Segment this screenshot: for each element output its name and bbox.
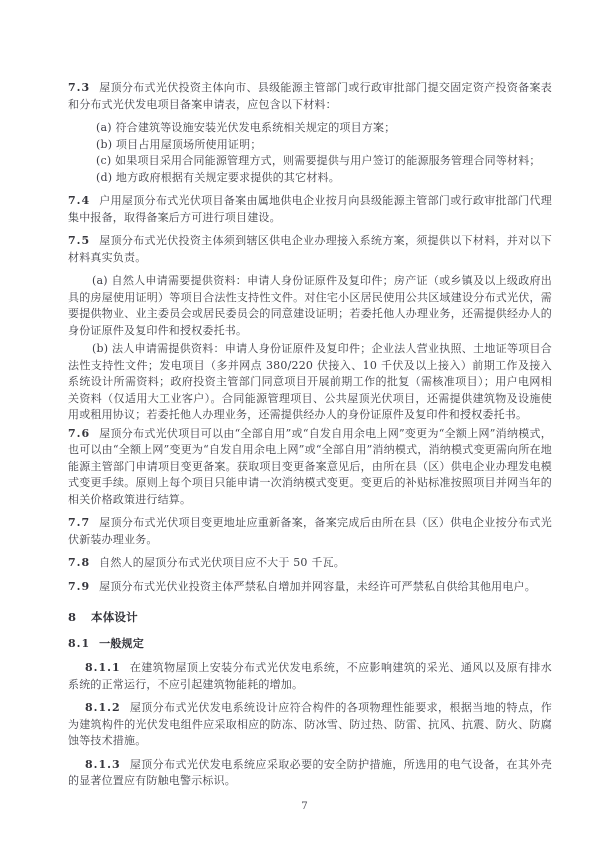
clause-text: 自然人的屋顶分布式光伏项目应不大于 50 千瓦。 [99,556,345,569]
heading-number: 8.1 [68,636,91,650]
clause-7-4 [68,193,552,226]
clause-text: 户用屋顶分布式光伏项目备案由属地供电企业按月向县级能源主管部门或行政审批部门代理集中报备，取得备案后方可进行项目建设。 [68,194,552,224]
clause-7-7 [68,515,552,548]
clause-text: 屋顶分布式光伏投资主体须到辖区供电企业办理接入系统方案，须提供以下材料，并对以下材料真实负责。 [68,234,552,264]
clause-text: 屋顶分布式光伏业投资主体严禁私自增加并网容量，未经许可严禁私自供给其他用电户。 [99,579,536,593]
clause-7-9 [68,579,552,596]
clause-number: 8.1.3 [85,757,121,771]
page-number: 7 [301,800,308,812]
heading-chapter-8 [68,609,552,626]
clause-number: 7.5 [68,234,91,247]
list-item-a: (a) 符合建筑等设施安装光伏发电系统相关规定的项目方案； [96,121,396,134]
heading-title: 本体设计 [91,610,138,624]
clause-8-1-3 [68,757,552,790]
clause-7-5-paragraph-b: (b) 法人申请需提供资料：申请人身份证原件及复印件；企业法人营业执照、土地证等项目合法性支持性文件；发电项目（多并网点 380/220 伏接入、10 千伏及以上接入）前期工作及接入系统设计所需资料；政府投资主管部门同意项目开展前期工作的批复（需核准项目）；用户电网相关资料（仅适用大工业客户）。合同能源管理项目、公共屋顶光伏项目，还需提供建筑物及设施使用或租用协议；若委托他人办理业务，还需提供经办人的身份证原件及复印件和授权委托书。 [68,342,552,421]
clause-number: 8.1.1 [85,661,121,674]
clause-number: 7.8 [68,556,91,569]
list-item-d: (d) 地方政府根据有关规定要求提供的其它材料。 [96,170,340,184]
page-footer [0,800,609,812]
clause-text: 在建筑物屋顶上安装分布式光伏发电系统，不应影响建筑的采光、通风以及原有排水系统的正常运行，不应引起建筑物能耗的增加。 [68,661,552,691]
clause-text: 屋顶分布式光伏发电系统应采取必要的安全防护措施，所选用的电气设备，在其外壳的显著位置应有防触电警示标识。 [68,757,552,787]
list-item-b: (b) 项目占用屋顶场所使用证明； [96,137,262,151]
clause-7-6 [68,426,552,509]
list-item-c: (c) 如果项目采用合同能源管理方式，则需要提供与用户签订的能源服务管理合同等材料； [96,154,541,167]
clause-text: 屋顶分布式光伏发电系统设计应符合构件的各项物理性能要求，根据当地的特点，作为建筑构件的光伏发电组件应采取相应的防冻、防冰雪、防过热、防雷、抗风、抗震、防火、防腐蚀等技术措施。 [68,701,552,747]
clause-7-8 [68,555,552,572]
clause-number: 7.9 [68,579,91,593]
clause-7-3 [68,80,552,113]
document-body [68,80,552,797]
clause-text: 屋顶分布式光伏投资主体向市、县级能源主管部门或行政审批部门提交固定资产投资备案表和分布式光伏发电项目备案申请表，应包含以下材料： [68,81,552,111]
clause-text: 屋顶分布式光伏项目可以由“全部自用”或“自发自用余电上网”变更为“全额上网”消纳模式，也可以由“全额上网”变更为“自发自用余电上网”或“全部自用”消纳模式，消纳模式变更需向所在地能源主管部门申请项目变更备案。获取项目变更备案意见后，由所在县（区）供电企业办理发电模式变更手续。原则上每个项目只能申请一次消纳模式变更。变更后的补贴标准按照项目并网当年的相关价格政策进行结算。 [68,426,552,506]
clause-text: 屋顶分布式光伏项目变更地址应重新备案，备案完成后由所在县（区）供电企业按分布式光伏新装办理业务。 [68,516,552,546]
clause-7-3-list [68,120,552,186]
clause-number: 7.7 [68,516,91,529]
clause-number: 7.6 [68,426,91,440]
heading-title: 一般规定 [99,636,144,650]
heading-number: 8 [68,610,78,624]
clause-8-1-2 [68,700,552,750]
clause-7-5 [68,233,552,266]
clause-number: 7.4 [68,194,91,207]
clause-7-5-paragraph-a: (a) 自然人申请需要提供资料：申请人身份证原件及复印件；房产证（或乡镇及以上级政府出具的房屋使用证明）等项目合法性支持性文件。对住宅小区居民使用公共区域建设分布式光伏，需要提供物业、业主委员会或居民委员会的同意建设证明；若委托他人办理业务，还需提供经办人的身份证原件及复印件和授权委托书。 [68,274,552,337]
clause-8-1-1 [68,660,552,693]
clause-number: 7.3 [68,81,91,94]
heading-section-8-1 [68,636,552,653]
clause-number: 8.1.2 [85,701,121,714]
